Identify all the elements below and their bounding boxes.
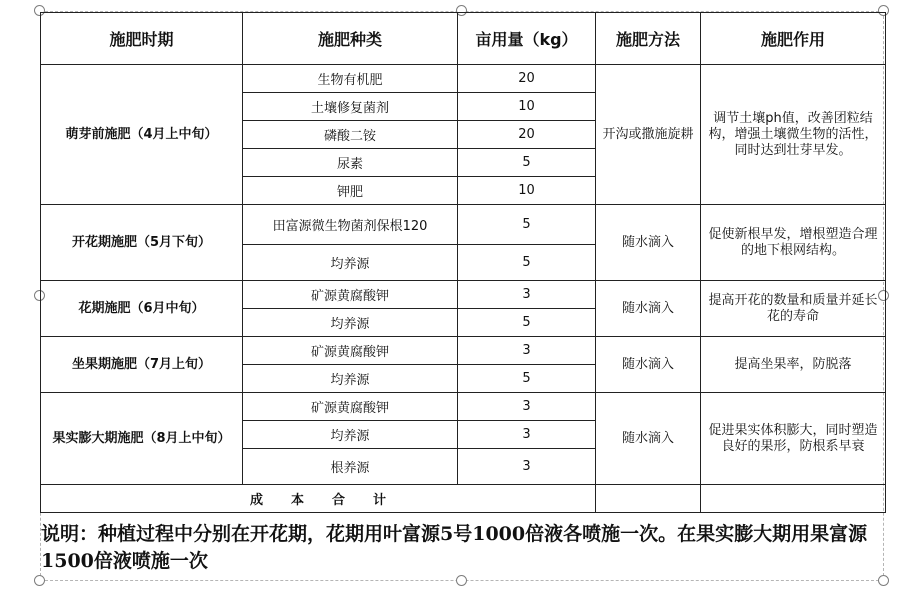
table-row bbox=[41, 337, 886, 365]
amount-cell: 3 bbox=[458, 421, 596, 449]
amount-cell: 3 bbox=[458, 337, 596, 365]
period-cell: 坐果期施肥（7月上旬） bbox=[41, 337, 243, 393]
type-cell: 尿素 bbox=[243, 149, 458, 177]
total-char: 合 bbox=[332, 493, 346, 508]
effect-cell: 调节土壤ph值，改善团粒结构，增强土壤微生物的活性，同时达到壮芽早发。 bbox=[701, 65, 886, 205]
header-row bbox=[41, 13, 886, 65]
total-label bbox=[41, 485, 596, 513]
type-cell: 土壤修复菌剂 bbox=[243, 93, 458, 121]
header-amount: 亩用量（kg） bbox=[458, 13, 596, 65]
type-cell: 均养源 bbox=[243, 421, 458, 449]
effect-cell: 促进果实体积膨大，同时塑造良好的果形，防根系早衰 bbox=[701, 393, 886, 485]
amount-cell: 10 bbox=[458, 93, 596, 121]
type-cell: 矿源黄腐酸钾 bbox=[243, 337, 458, 365]
table-row bbox=[41, 281, 886, 309]
type-cell: 均养源 bbox=[243, 365, 458, 393]
resize-handle-bottom-right[interactable] bbox=[878, 575, 889, 586]
total-effect-cell bbox=[701, 485, 886, 513]
fertilization-table bbox=[40, 12, 886, 513]
resize-handle-bottom-left[interactable] bbox=[34, 575, 45, 586]
header-effect: 施肥作用 bbox=[701, 13, 886, 65]
amount-cell: 3 bbox=[458, 281, 596, 309]
type-cell: 矿源黄腐酸钾 bbox=[243, 281, 458, 309]
amount-cell: 20 bbox=[458, 121, 596, 149]
method-cell: 随水滴入 bbox=[596, 281, 701, 337]
table-row bbox=[41, 393, 886, 421]
amount-cell: 20 bbox=[458, 65, 596, 93]
effect-cell: 提高坐果率，防脱落 bbox=[701, 337, 886, 393]
total-char: 计 bbox=[373, 493, 387, 508]
type-cell: 生物有机肥 bbox=[243, 65, 458, 93]
resize-handle-bottom-middle[interactable] bbox=[456, 575, 467, 586]
total-char: 成 bbox=[249, 493, 263, 508]
period-cell: 花期施肥（6月中旬） bbox=[41, 281, 243, 337]
amount-cell: 10 bbox=[458, 177, 596, 205]
amount-cell: 5 bbox=[458, 205, 596, 245]
header-period: 施肥时期 bbox=[41, 13, 243, 65]
type-cell: 钾肥 bbox=[243, 177, 458, 205]
period-cell: 开花期施肥（5月下旬） bbox=[41, 205, 243, 281]
type-cell: 田富源微生物菌剂保根120 bbox=[243, 205, 458, 245]
header-type: 施肥种类 bbox=[243, 13, 458, 65]
method-cell: 开沟或撒施旋耕 bbox=[596, 65, 701, 205]
amount-cell: 5 bbox=[458, 309, 596, 337]
total-method-cell bbox=[596, 485, 701, 513]
type-cell: 均养源 bbox=[243, 309, 458, 337]
table-row bbox=[41, 65, 886, 93]
amount-cell: 5 bbox=[458, 149, 596, 177]
method-cell: 随水滴入 bbox=[596, 205, 701, 281]
note-text: 说明：种植过程中分别在开花期，花期用叶富源5号1000倍液各喷施一次。在果实膨大期用果富源1500倍液喷施一次 bbox=[41, 523, 868, 572]
header-method: 施肥方法 bbox=[596, 13, 701, 65]
total-char: 本 bbox=[290, 493, 304, 508]
type-cell: 矿源黄腐酸钾 bbox=[243, 393, 458, 421]
amount-cell: 5 bbox=[458, 245, 596, 281]
total-row bbox=[41, 485, 886, 513]
table-row bbox=[41, 205, 886, 245]
type-cell: 磷酸二铵 bbox=[243, 121, 458, 149]
amount-cell: 3 bbox=[458, 449, 596, 485]
type-cell: 均养源 bbox=[243, 245, 458, 281]
period-cell: 萌芽前施肥（4月上中旬） bbox=[41, 65, 243, 205]
amount-cell: 3 bbox=[458, 393, 596, 421]
effect-cell: 促使新根早发，增根塑造合理的地下根网结构。 bbox=[701, 205, 886, 281]
period-cell: 果实膨大期施肥（8月上中旬） bbox=[41, 393, 243, 485]
method-cell: 随水滴入 bbox=[596, 337, 701, 393]
amount-cell: 5 bbox=[458, 365, 596, 393]
method-cell: 随水滴入 bbox=[596, 393, 701, 485]
type-cell: 根养源 bbox=[243, 449, 458, 485]
effect-cell: 提高开花的数量和质量并延长花的寿命 bbox=[701, 281, 886, 337]
